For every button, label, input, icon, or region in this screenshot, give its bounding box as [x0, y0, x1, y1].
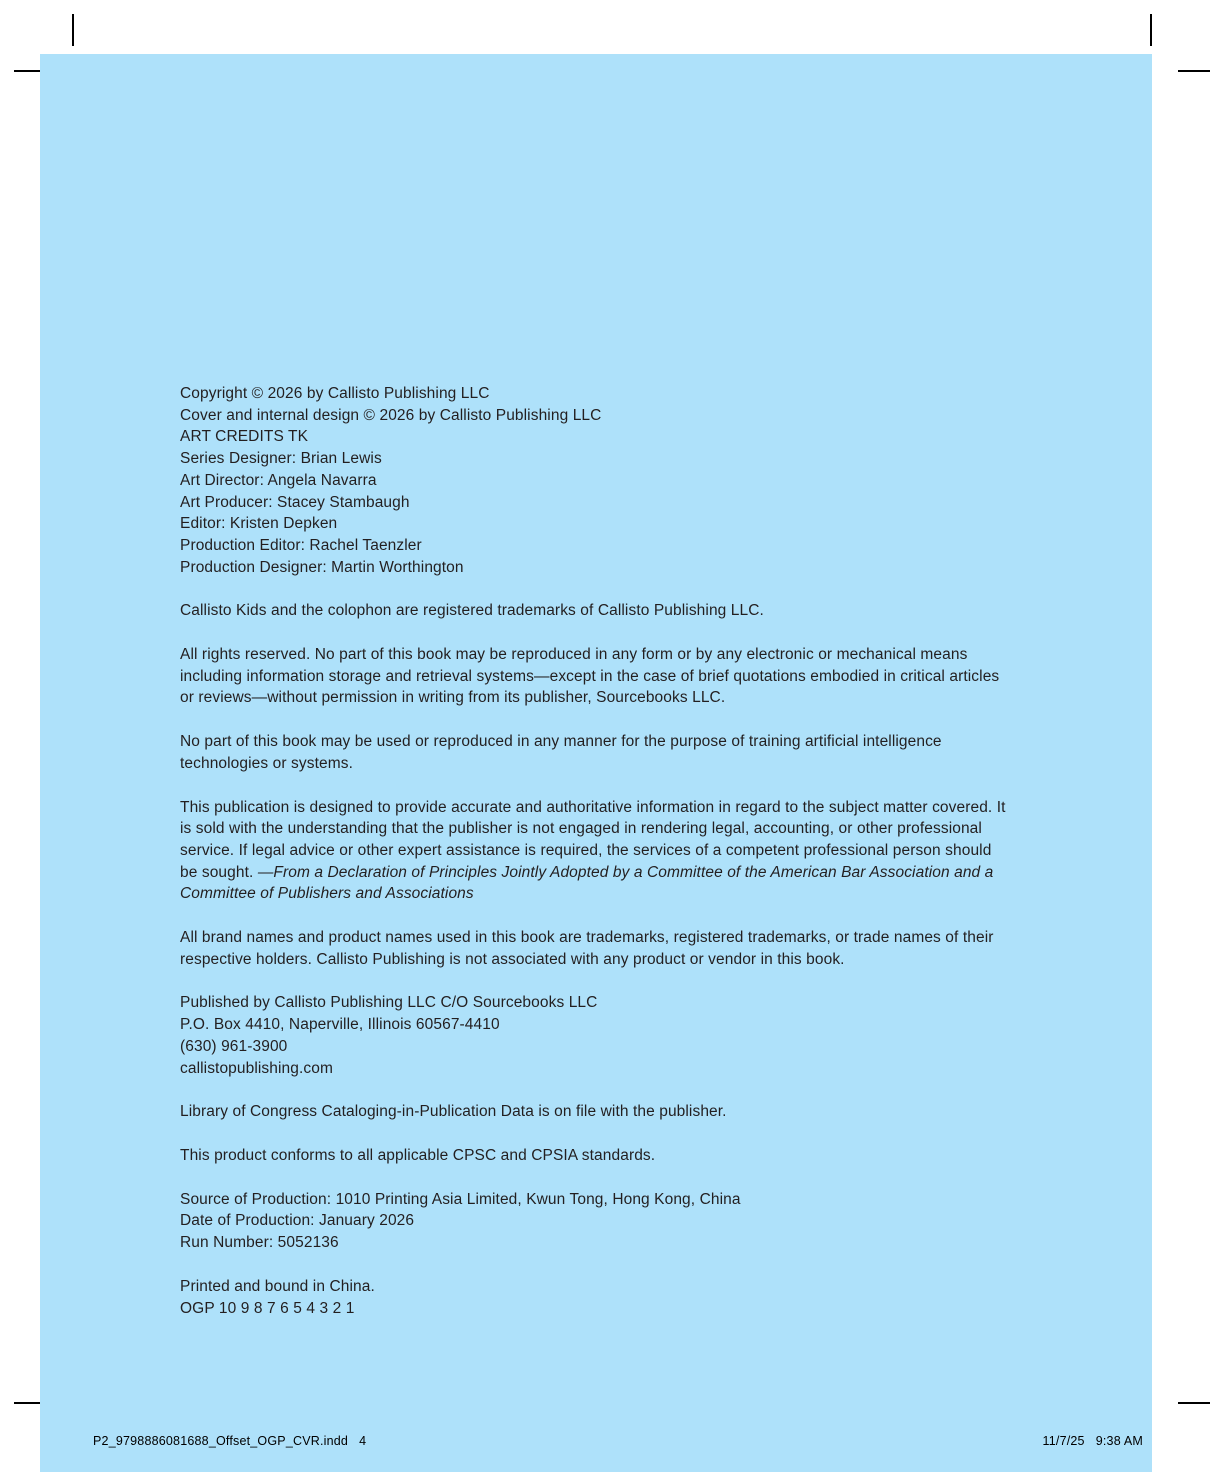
print-run-numbers-line: OGP 10 9 8 7 6 5 4 3 2 1 — [180, 1299, 355, 1317]
design-copyright-line: Cover and internal design © 2026 by Callisto Publishing LLC — [180, 406, 602, 424]
slug-datetime: 11/7/25 9:38 AM — [1042, 1434, 1143, 1448]
printed-in-line: Printed and bound in China. — [180, 1277, 375, 1295]
brand-names-notice: All brand names and product names used in this book are trademarks, registered trademarks, or trade names of their respective holders. Callisto Publishing is not associated with any product or vendor in this book. — [180, 929, 994, 968]
disclaimer-attribution: —From a Declaration of Principles Jointly Adopted by a Committee of the American Bar Association and a Committee of Publishers and Associations — [180, 863, 994, 903]
legal-disclaimer — [180, 797, 1012, 906]
series-designer-line: Series Designer: Brian Lewis — [180, 450, 382, 468]
crop-mark-top-left-vertical — [72, 14, 74, 46]
disclaimer-text: This publication is designed to provide accurate and authoritative information in regard to the subject matter covered. It is sold with the understanding that the publisher is not engaged in rendering legal, accounting, or other professional service. If legal advice or other expert assistance is required, the services of a competent professional person should be sought. — [180, 798, 1006, 881]
publisher-website-line: callistopublishing.com — [180, 1059, 333, 1077]
editor-line: Editor: Kristen Depken — [180, 515, 338, 533]
art-producer-line: Art Producer: Stacey Stambaugh — [180, 493, 410, 511]
source-of-production-line: Source of Production: 1010 Printing Asia Limited, Kwun Tong, Hong Kong, China — [180, 1190, 741, 1208]
publisher-phone-line: (630) 961-3900 — [180, 1037, 288, 1055]
art-director-line: Art Director: Angela Navarra — [180, 471, 377, 489]
crop-mark-top-right-vertical — [1150, 14, 1152, 46]
crop-mark-top-right-horizontal — [1178, 70, 1210, 72]
copyright-text-block — [180, 361, 1012, 1319]
cpsc-notice: This product conforms to all applicable CPSC and CPSIA standards. — [180, 1146, 656, 1164]
production-designer-line: Production Designer: Martin Worthington — [180, 558, 464, 576]
book-copyright-page — [40, 54, 1152, 1472]
art-credits-line: ART CREDITS TK — [180, 428, 309, 446]
date-of-production-line: Date of Production: January 2026 — [180, 1212, 415, 1230]
crop-mark-bottom-right-horizontal — [1178, 1402, 1210, 1404]
production-editor-line: Production Editor: Rachel Taenzler — [180, 536, 422, 554]
ai-training-notice: No part of this book may be used or reproduced in any manner for the purpose of training artificial intelligence technologies or systems. — [180, 733, 942, 772]
library-of-congress-notice: Library of Congress Cataloging-in-Publication Data is on file with the publisher. — [180, 1103, 727, 1121]
trademark-notice: Callisto Kids and the colophon are registered trademarks of Callisto Publishing LLC. — [180, 602, 764, 620]
copyright-line: Copyright © 2026 by Callisto Publishing LLC — [180, 385, 490, 402]
published-by-line: Published by Callisto Publishing LLC C/O Sourcebooks LLC — [180, 994, 598, 1012]
rights-notice: All rights reserved. No part of this book may be reproduced in any form or by any electronic or mechanical means including information storage and retrieval systems—except in the case of brief quotations embodied in critical articles or reviews—without permission in writing from its publisher, Sourcebooks LLC. — [180, 646, 1000, 707]
publisher-address-line: P.O. Box 4410, Naperville, Illinois 60567-4410 — [180, 1016, 500, 1034]
slug-filename: P2_9798886081688_Offset_OGP_CVR.indd 4 — [93, 1434, 367, 1448]
run-number-line: Run Number: 5052136 — [180, 1234, 339, 1252]
